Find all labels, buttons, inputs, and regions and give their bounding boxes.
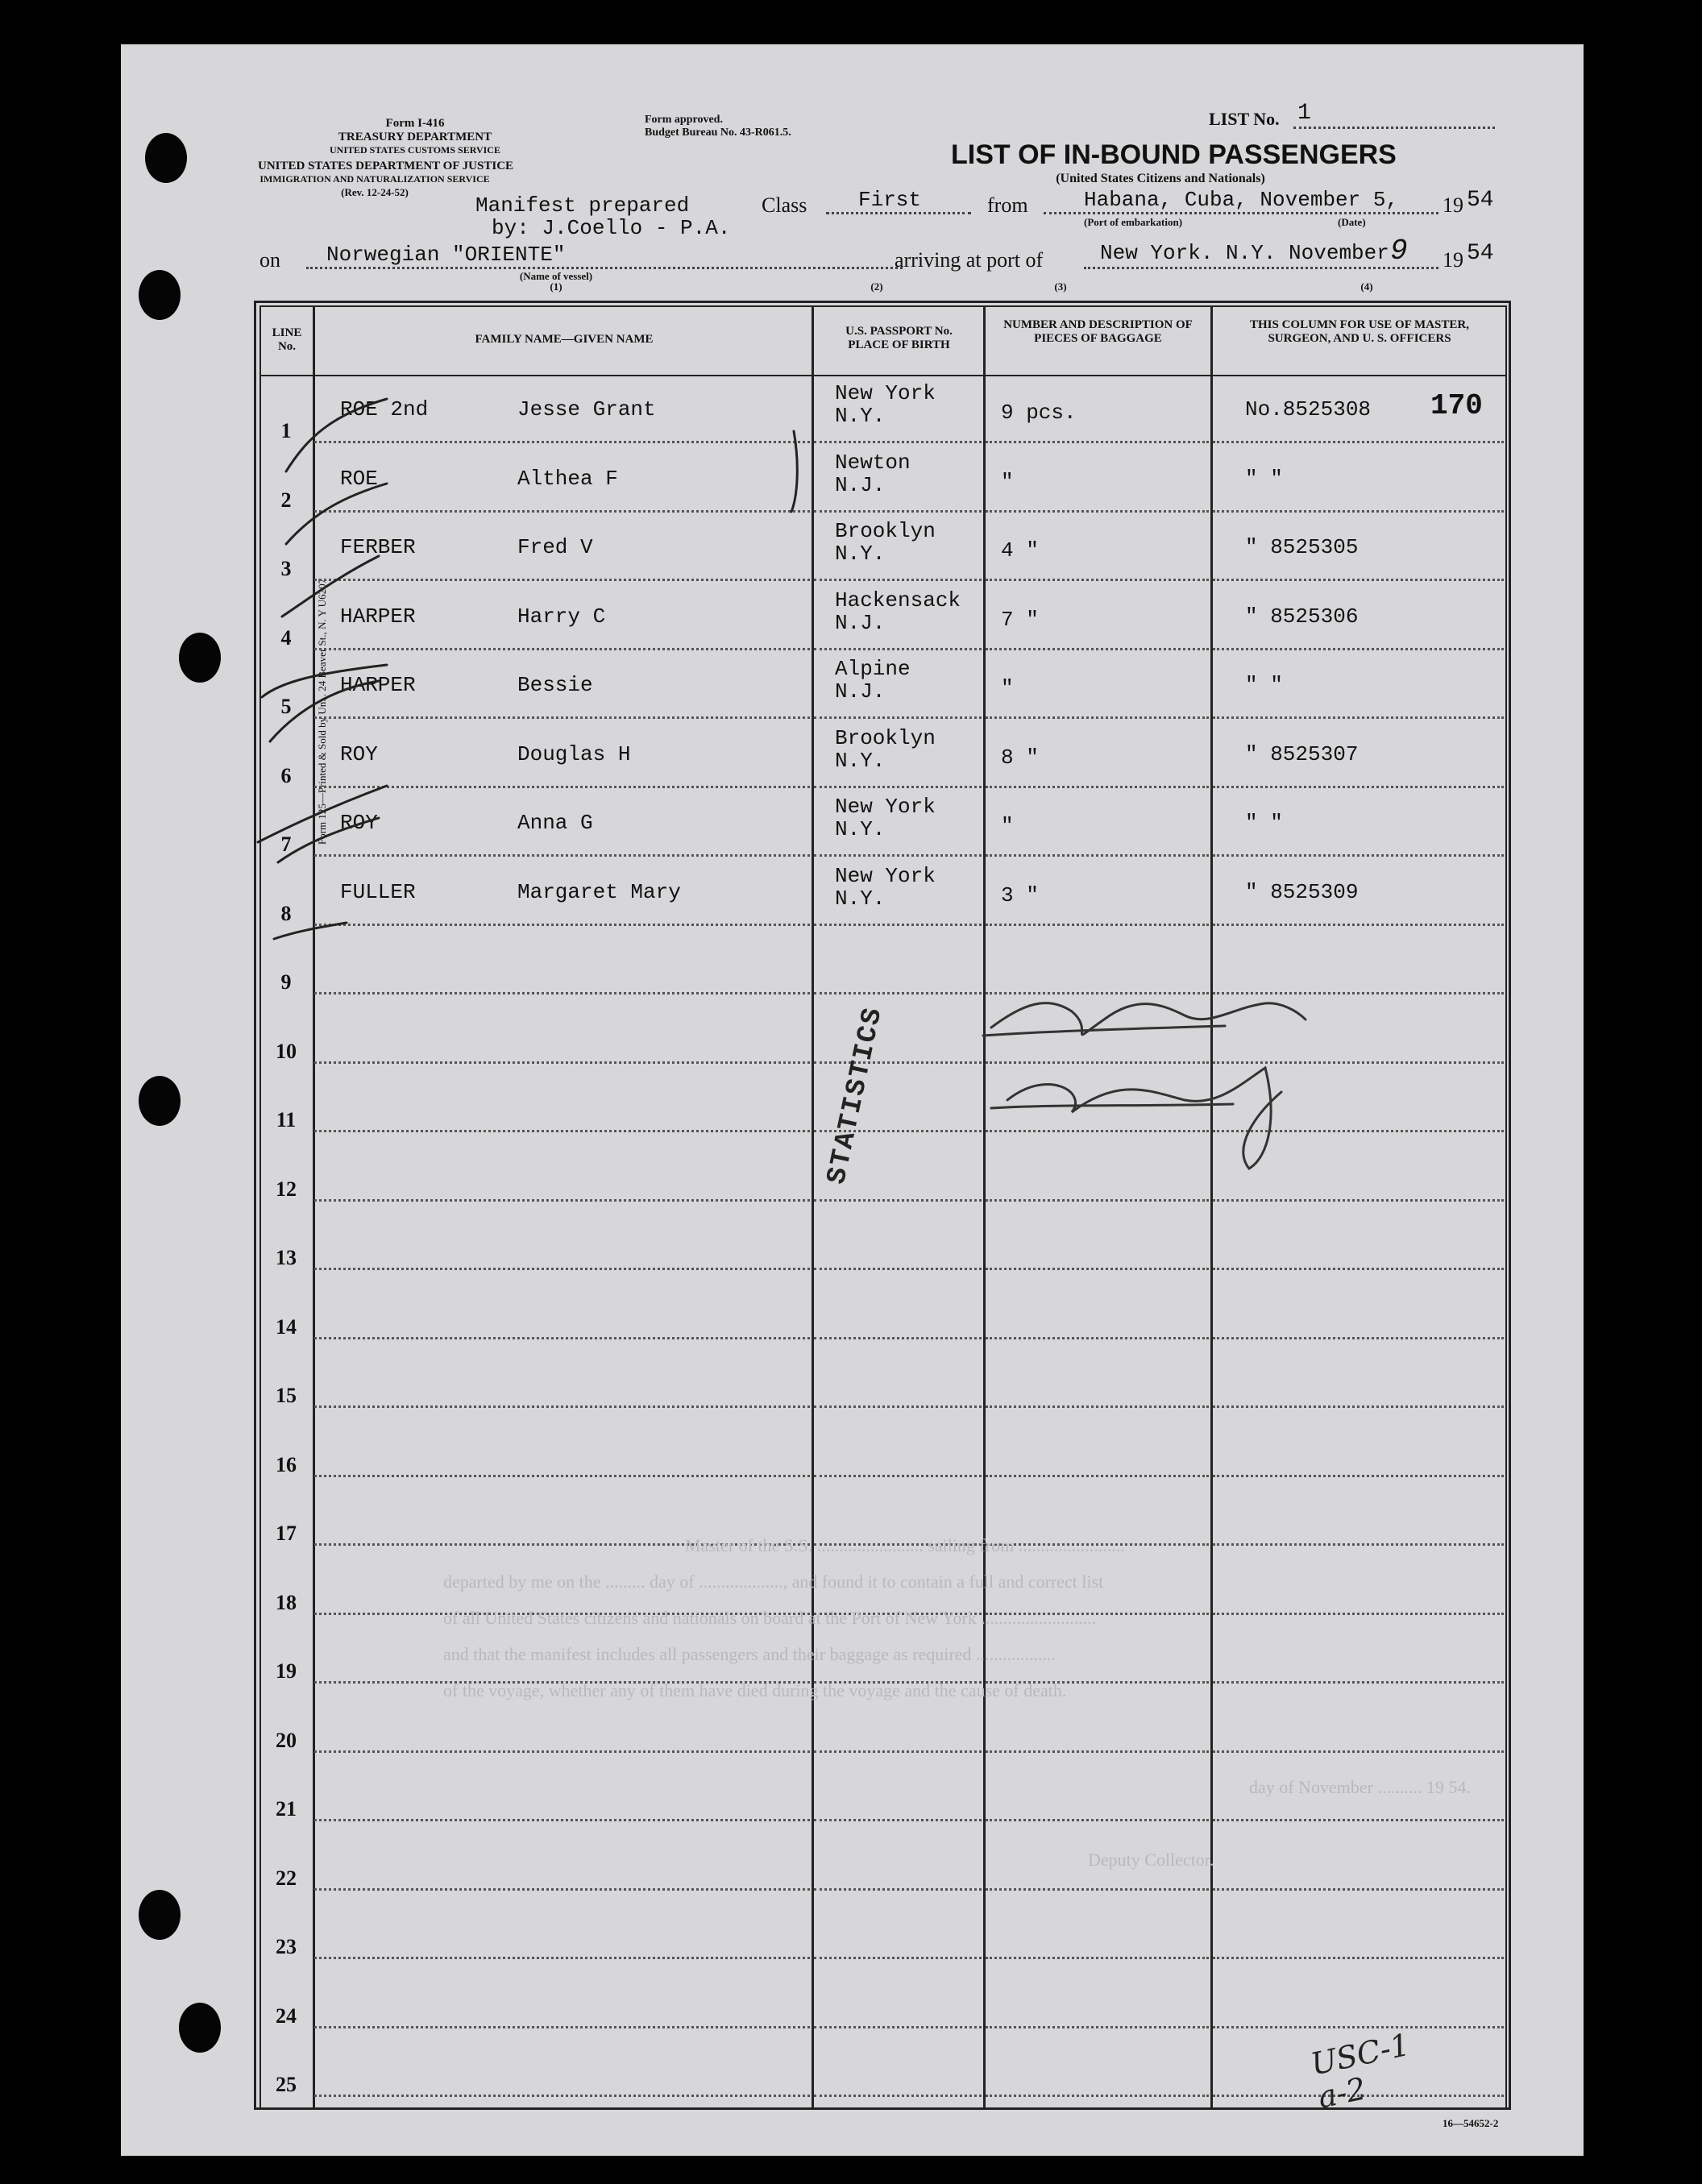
birth-state: N.J. bbox=[835, 472, 886, 497]
line-number: 23 bbox=[276, 1935, 297, 1958]
rev-date: (Rev. 12-24-52) bbox=[341, 186, 409, 198]
family-name: FERBER bbox=[340, 535, 416, 559]
arrival-year-prefix: 19 bbox=[1443, 248, 1463, 272]
list-no-value: 1 bbox=[1297, 101, 1311, 126]
given-name: Margaret Mary bbox=[517, 879, 681, 904]
birth-place: Newton bbox=[835, 450, 911, 475]
birth-state: N.Y. bbox=[835, 886, 886, 911]
treasury-dept: TREASURY DEPARTMENT bbox=[338, 131, 492, 143]
family-name: ROY bbox=[340, 741, 378, 766]
arrival-value: New York. N.Y. November bbox=[1100, 241, 1389, 265]
line-number: 8 bbox=[280, 901, 292, 925]
family-name: ROE bbox=[340, 466, 378, 491]
officer-note: " " bbox=[1245, 811, 1283, 835]
from-year: 54 bbox=[1467, 188, 1494, 213]
vessel-value: Norwegian "ORIENTE" bbox=[326, 243, 566, 267]
form-code: 16—54652-2 bbox=[1443, 2117, 1499, 2129]
line-number: 2 bbox=[280, 488, 292, 512]
col-num-2: (2) bbox=[870, 280, 883, 293]
line-number: 25 bbox=[276, 2073, 297, 2096]
line-number: 10 bbox=[276, 1039, 297, 1063]
bleedthrough-text: of all United States citizens and nationals on board at the Port of New York .......................... bbox=[443, 1608, 1097, 1628]
birth-state: N.Y. bbox=[835, 817, 886, 841]
birth-place: Brooklyn bbox=[835, 519, 936, 543]
line-number: 12 bbox=[276, 1177, 297, 1201]
officer-note: " 8525306 bbox=[1245, 604, 1359, 629]
given-name: Bessie bbox=[517, 673, 593, 697]
budget-bureau: Budget Bureau No. 43-R061.5. bbox=[645, 127, 791, 139]
birth-state: N.J. bbox=[835, 679, 886, 704]
baggage-count: 7 " bbox=[1001, 607, 1039, 632]
col-num-4: (4) bbox=[1360, 280, 1373, 293]
customs-service: UNITED STATES CUSTOMS SERVICE bbox=[330, 144, 500, 156]
line-number: 15 bbox=[276, 1384, 297, 1407]
col-header-name: FAMILY NAME—GIVEN NAME bbox=[475, 333, 654, 346]
handwritten-corner-note: USC-1 a-2 bbox=[1307, 2026, 1413, 2115]
from-year-prefix: 19 bbox=[1443, 193, 1463, 217]
dept-justice: UNITED STATES DEPARTMENT OF JUSTICE bbox=[258, 160, 514, 172]
bleedthrough-text: Deputy Collector. bbox=[1088, 1850, 1214, 1870]
family-name: FULLER bbox=[340, 879, 416, 904]
given-name: Althea F bbox=[517, 466, 618, 491]
line-number: 18 bbox=[276, 1590, 297, 1614]
side-margin-text: Form 125—Printed & Sold by Un... 24 Beaver St., N. Y U6207 bbox=[316, 578, 328, 845]
from-label: from bbox=[987, 193, 1028, 217]
baggage-count: 8 " bbox=[1001, 745, 1039, 770]
line-number: 11 bbox=[276, 1108, 297, 1131]
port-embarkation-label: (Port of embarkation) bbox=[1084, 216, 1183, 228]
bleedthrough-text: of the voyage, whether any of them have died during the voyage and the cause of death. bbox=[443, 1680, 1067, 1700]
handwritten-check-marks bbox=[121, 44, 1584, 2156]
given-name: Anna G bbox=[517, 811, 593, 835]
birth-state: N.Y. bbox=[835, 748, 886, 773]
family-name: ROE 2nd bbox=[340, 397, 429, 421]
col-header-passport: U.S. PASSPORT No. PLACE OF BIRTH bbox=[845, 325, 953, 351]
bleedthrough-text: day of November .......... 19 54. bbox=[1249, 1777, 1471, 1797]
line-number: 5 bbox=[280, 695, 292, 718]
line-number: 21 bbox=[276, 1797, 297, 1821]
bleedthrough-text: and that the manifest includes all passengers and their baggage as required .................. bbox=[443, 1644, 1056, 1664]
birth-place: New York bbox=[835, 381, 936, 405]
page-subtitle: (United States Citizens and Nationals) bbox=[1056, 172, 1265, 185]
from-value: Habana, Cuba, November 5, bbox=[1084, 188, 1399, 212]
given-name: Jesse Grant bbox=[517, 397, 656, 421]
officer-note: " 8525305 bbox=[1245, 535, 1359, 559]
statistics-stamp: STATISTICS bbox=[822, 1003, 890, 1187]
line-number: 24 bbox=[276, 2003, 297, 2028]
vessel-label: (Name of vessel) bbox=[519, 270, 593, 282]
form-approved: Form approved. bbox=[645, 114, 723, 126]
on-label: on bbox=[259, 248, 280, 272]
baggage-count: " bbox=[1001, 469, 1014, 494]
baggage-count: " bbox=[1001, 676, 1014, 700]
col-num-3: (3) bbox=[1054, 280, 1067, 293]
form-number: Form I-416 bbox=[385, 117, 445, 130]
line-number: 7 bbox=[280, 832, 292, 856]
col-header-line: LINE No. bbox=[272, 326, 302, 353]
line-number: 14 bbox=[276, 1314, 297, 1339]
officer-note: " 8525307 bbox=[1245, 741, 1359, 766]
birth-place: Hackensack bbox=[835, 588, 961, 612]
line-number: 22 bbox=[276, 1866, 297, 1890]
manifest-prepared: Manifest prepared bbox=[475, 193, 690, 218]
arrival-year: 54 bbox=[1467, 241, 1494, 266]
family-name: HARPER bbox=[340, 673, 416, 697]
inspector-signature bbox=[975, 971, 1314, 1181]
line-number: 13 bbox=[276, 1246, 297, 1269]
officer-note: " " bbox=[1245, 466, 1283, 491]
family-name: HARPER bbox=[340, 604, 416, 629]
list-no-label: LIST No. bbox=[1209, 109, 1280, 129]
baggage-count: 9 pcs. bbox=[1001, 401, 1077, 425]
ins-label: IMMIGRATION AND NATURALIZATION SERVICE bbox=[259, 173, 490, 185]
line-number: 1 bbox=[280, 419, 292, 442]
birth-state: N.J. bbox=[835, 610, 886, 635]
officer-note: " " bbox=[1245, 673, 1283, 697]
line-number: 20 bbox=[276, 1728, 297, 1752]
given-name: Fred V bbox=[517, 535, 593, 559]
col-num-1: (1) bbox=[550, 280, 562, 293]
baggage-count: " bbox=[1001, 814, 1014, 838]
line-number: 17 bbox=[276, 1522, 297, 1545]
col-header-officers: THIS COLUMN FOR USE OF MASTER, SURGEON, AND U. S. OFFICERS bbox=[1250, 318, 1469, 345]
officer-note: " 8525309 bbox=[1245, 879, 1359, 904]
given-name: Douglas H bbox=[517, 741, 631, 766]
line-number: 6 bbox=[280, 763, 292, 787]
bleedthrough-text: departed by me on the ......... day of ..................., and found it to contain a full and correct list bbox=[443, 1572, 1104, 1592]
birth-place: Alpine bbox=[835, 657, 911, 681]
baggage-count: 3 " bbox=[1001, 882, 1039, 907]
birth-state: N.Y. bbox=[835, 404, 886, 428]
line-number: 3 bbox=[280, 557, 292, 580]
manifest-prepared-by: by: J.Coello - P.A. bbox=[492, 216, 731, 240]
birth-place: New York bbox=[835, 795, 936, 819]
line-number: 4 bbox=[280, 625, 292, 650]
officer-note: No.8525308 bbox=[1245, 397, 1372, 421]
line-number: 19 bbox=[276, 1659, 297, 1683]
line-number: 16 bbox=[276, 1452, 297, 1476]
birth-place: New York bbox=[835, 863, 936, 888]
page-title: LIST OF IN-BOUND PASSENGERS bbox=[951, 139, 1397, 170]
manifest-page bbox=[121, 44, 1584, 2156]
baggage-count: 4 " bbox=[1001, 538, 1039, 563]
line-number: 9 bbox=[280, 970, 292, 994]
given-name: Harry C bbox=[517, 604, 606, 629]
date-label: (Date) bbox=[1338, 216, 1366, 228]
family-name: ROY bbox=[340, 811, 378, 835]
officer-extra: 170 bbox=[1430, 389, 1483, 422]
birth-state: N.Y. bbox=[835, 542, 886, 566]
arrival-day: 9 bbox=[1390, 235, 1408, 268]
bleedthrough-text: Master of the S.S. ........................ sailing from ........................ bbox=[685, 1535, 1125, 1555]
class-value: First bbox=[858, 188, 922, 212]
birth-place: Brooklyn bbox=[835, 725, 936, 750]
class-label: Class bbox=[762, 193, 807, 217]
arriving-label: arriving at port of bbox=[895, 248, 1044, 272]
col-header-baggage: NUMBER AND DESCRIPTION OF PIECES OF BAGGAGE bbox=[1003, 318, 1193, 345]
